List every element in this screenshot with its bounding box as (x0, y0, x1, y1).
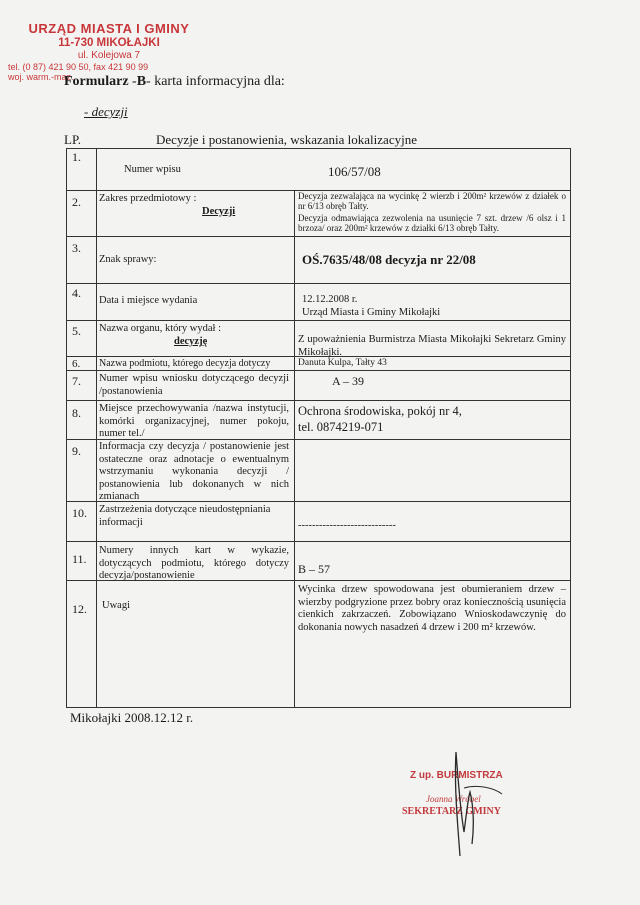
rule (66, 370, 571, 371)
signature-line-3: SEKRETARZ GMINY (402, 806, 501, 817)
row-value: Wycinka drzew spowodowana jest obumieraniem drzew – wierzby podgryzione przez bobry oraz koniecznością usunięcia cienkich zakrzaczeń. Zobowiązano Wnioskodawczynię do dokonania nowych nasadzeń 4 drzew i 200 m² krzewów. (298, 584, 566, 633)
row-value-2: Decyzja odmawiająca zezwolenia na usunięcie 7 szt. drzew /6 olsz i 1 brzoza/ oraz 200m² krzewów z działki 6/13 obręb Tałty. (298, 213, 566, 234)
row-label: Informacja czy decyzja / postanowienie jest ostateczne oraz adnotacje o ewentualnym wstrzymaniu wykonania decyzji / postanowienia lub dokonanych w nich zmianach (99, 441, 289, 503)
form-title-prefix: Formularz (64, 74, 129, 89)
row-number: 9. (72, 444, 81, 458)
row-value: Decyzja zezwalająca na wycinkę 2 wierzb i 200m² krzewów z działek o nr 6/13 obręb Tałty. (298, 191, 566, 212)
rule (66, 148, 571, 149)
row-number: 3. (72, 241, 81, 255)
row-number: 7. (72, 374, 81, 388)
signature-line-2: Joanna Wróbel (426, 794, 481, 804)
stamp-line-1: URZĄD MIASTA I GMINY (28, 21, 190, 36)
row-label: Numer wpisu (124, 164, 181, 175)
rule (66, 236, 571, 237)
row-number: 5. (72, 324, 81, 338)
rule (66, 541, 571, 542)
rule (66, 283, 571, 284)
row-value: A – 39 (332, 374, 365, 388)
rule (66, 707, 571, 708)
row-number: 12. (72, 602, 87, 616)
row-label: Nazwa podmiotu, którego decyzja dotyczy (99, 358, 271, 369)
place-date: Mikołajki 2008.12.12 r. (70, 710, 194, 725)
row-number: 11. (72, 552, 87, 566)
form-title-suffix: karta informacyjna dla: (154, 74, 285, 89)
row-value: B – 57 (298, 562, 331, 576)
row-label: Miejsce przechowywania /nazwa instytucji, komórki organizacyjnej, numer pokoju, numer tel./ (99, 403, 289, 440)
row-label: Data i miejsce wydania (99, 295, 198, 306)
row-label: Numery innych kart w wykazie, dotyczących podmiotu, którego dotyczy decyzja/postanowienie (99, 545, 289, 582)
row-label: Znak sprawy: (99, 254, 157, 265)
info-table (66, 148, 571, 708)
row-label: Zakres przedmiotowy : (99, 193, 197, 204)
row-number: 4. (72, 286, 81, 300)
row-value: 106/57/08 (328, 164, 381, 179)
stamp-line-5: woj. warm.-maz. (8, 72, 74, 82)
form-letter: B (136, 74, 147, 89)
row-label: Uwagi (102, 600, 130, 611)
stamp-line-3: ul. Kolejowa 7 (77, 50, 141, 62)
row-number: 1. (72, 150, 81, 164)
form-subtitle: - decyzji (84, 104, 128, 119)
rule (96, 148, 97, 708)
lp-header: LP. (64, 132, 81, 147)
row-label: Zastrzeżenia dotyczące nieudostępniania informacji (99, 504, 271, 528)
row-label: Numer wpisu wniosku dotyczącego decyzji /postanowienia (99, 373, 289, 397)
rule (294, 190, 295, 708)
signature-stamp (398, 748, 598, 860)
row-number: 6. (72, 358, 81, 370)
row-number: 8. (72, 406, 81, 420)
stamp-line-4: tel. (0 87) 421 90 50, fax 421 90 99 (8, 61, 149, 72)
row-value: Z upoważnienia Burmistrza Miasta Mikołajki Sekretarz Gminy Mikołajki. (298, 334, 566, 358)
row-value: Danuta Kulpa, Tałty 43 (298, 358, 387, 368)
stamp-line-2: 11-730 MIKOŁAJKI (58, 36, 160, 49)
row-label: Nazwa organu, który wydał : (99, 323, 221, 334)
row-number: 10. (72, 506, 87, 520)
rule (66, 320, 571, 321)
row-value: Ochrona środowiska, pokój nr 4, (298, 404, 462, 418)
row-number: 2. (72, 195, 81, 209)
row-value: 12.12.2008 r. (302, 294, 358, 305)
row-value-2: tel. 0874219-071 (298, 420, 384, 434)
signature-line-1: Z up. BURMISTRZA (410, 770, 503, 781)
row-label-sub: Decyzji (202, 206, 236, 217)
form-title: Formularz -B- karta informacyjna dla: (64, 74, 285, 89)
row-value: ---------------------------- (298, 520, 396, 531)
table-caption: Decyzje i postanowienia, wskazania lokalizacyjne (156, 132, 417, 147)
handwritten-signature (398, 748, 598, 860)
rule (570, 148, 571, 708)
row-label-sub: decyzję (174, 336, 208, 347)
rule (66, 148, 67, 708)
row-value-2: Urząd Miasta i Gminy Mikołajki (302, 307, 441, 318)
row-value: OŚ.7635/48/08 decyzja nr 22/08 (302, 252, 476, 267)
rule (66, 400, 571, 401)
